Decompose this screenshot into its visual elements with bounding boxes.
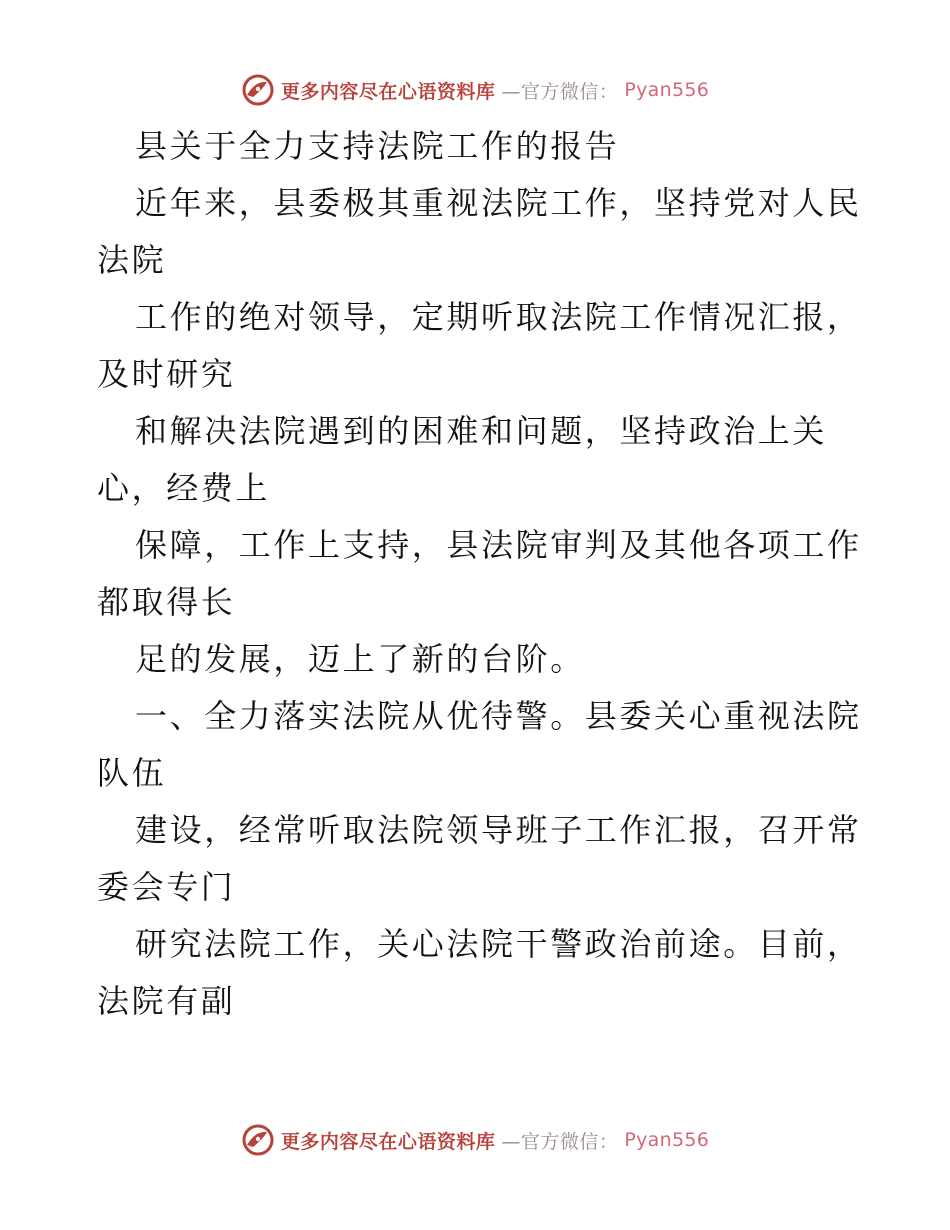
watermark-header — [0, 70, 950, 110]
text-line: 近年来，县委极其重视法院工作，坚持党对人民 — [135, 184, 862, 222]
text-line: 县关于全力支持法院工作的报告 — [135, 127, 620, 165]
watermark-brand: 更多内容尽在心语资料库 — [280, 80, 496, 103]
watermark-wechat-id: Pyan556 — [624, 1129, 710, 1151]
text-line: 建设，经常听取法院领导班子工作汇报，召开常 — [135, 811, 862, 849]
text-line: 都取得长 — [97, 583, 236, 621]
text-line: 委会专门 — [97, 868, 236, 906]
text-line: 及时研究 — [97, 355, 236, 393]
watermark-footer — [0, 1120, 950, 1160]
text-line: 心，经费上 — [97, 469, 271, 507]
document-body — [97, 118, 877, 1030]
text-line: 队伍 — [97, 754, 167, 792]
watermark-separator: —官方微信： — [501, 80, 619, 103]
text-line: 工作的绝对领导，定期听取法院工作情况汇报， — [135, 298, 862, 336]
text-line: 保障，工作上支持，县法院审判及其他各项工作 — [135, 526, 862, 564]
text-line: 法院有副 — [97, 982, 236, 1020]
watermark-separator: —官方微信： — [501, 1130, 619, 1153]
text-line: 一、全力落实法院从优待警。县委关心重视法院 — [135, 697, 862, 735]
pen-nib-circle-icon — [241, 1123, 275, 1157]
text-line: 研究法院工作，关心法院干警政治前途。目前， — [135, 925, 862, 963]
text-line: 法院 — [97, 241, 167, 279]
text-line: 足的发展，迈上了新的台阶。 — [135, 640, 585, 678]
pen-nib-circle-icon — [241, 73, 275, 107]
watermark-wechat-id: Pyan556 — [624, 79, 710, 101]
watermark-brand: 更多内容尽在心语资料库 — [280, 1130, 496, 1153]
text-line: 和解决法院遇到的困难和问题，坚持政治上关 — [135, 412, 828, 450]
